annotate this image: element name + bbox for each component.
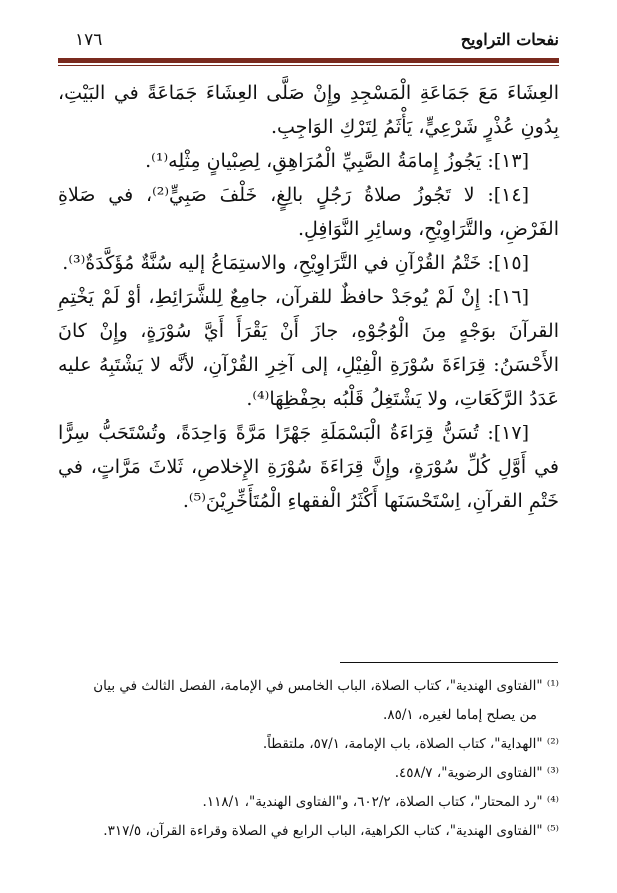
footnote-marker: ⁽³⁾: [546, 765, 559, 781]
footnote-5: [58, 817, 559, 846]
footnote-text: "الفتاوى الهندية"، كتاب الكراهية، الباب الرابع في الصلاة وقراءة القرآن، ٣١٧/٥.: [103, 823, 543, 839]
footnote-marker: ⁽¹⁾: [546, 678, 559, 694]
footnote-1: [58, 672, 559, 701]
main-text: [58, 76, 559, 518]
footnote-marker: ⁽⁴⁾: [546, 794, 559, 810]
footnote-separator: [340, 662, 558, 663]
footnote-text: "رد المحتار"، كتاب الصلاة، ٦٠٢/٢، و"الفتاوى الهندية"، ١١٨/١.: [202, 794, 543, 810]
page-number: ١٧٦: [75, 30, 103, 50]
header-rule-thick: [58, 58, 559, 63]
paragraph-13: [١٣]: يَجُوزُ إِمامَةُ الصَّبِيِّ الْمُرَاهِقِ، لِصِبْيانٍ مِثْلِه⁽¹⁾.: [145, 150, 529, 172]
footnote-2: [58, 730, 559, 759]
paragraph-14: [١٤]: لا تَجُوزُ صلاةُ رَجُلٍ بالِغٍ، خَلْفَ صَبِيٍّ⁽²⁾، في صَلاةِ الفَرْضِ، والتَّرَاوِيْحِ، وسائِرِ النَّوَافِلِ.: [58, 184, 559, 240]
footnote-marker: ⁽²⁾: [546, 736, 559, 752]
running-header-title: نفحات التراويح: [460, 30, 559, 49]
header-rule-thin: [58, 65, 559, 66]
footnote-marker: ⁽⁵⁾: [546, 823, 559, 839]
footnote-text: "الفتاوى الهندية"، كتاب الصلاة، الباب الخامس في الإمامة، الفصل الثالث في بيان: [93, 678, 543, 694]
paragraph-continued: العِشَاءَ مَعَ جَمَاعَةِ الْمَسْجِدِ وإِنْ صَلَّى العِشَاءَ جَمَاعَةً في البَيْتِ، بِدُونِ عُذْرٍ شَرْعِيٍّ، يَأْثَمُ لِتَرْكِ الوَاجِبِ.: [58, 82, 559, 138]
footnote-text: "الهداية"، كتاب الصلاة، باب الإمامة، ٥٧/١، ملتقطاً.: [262, 736, 543, 752]
footnote-text: "الفتاوى الرضوية"، ٤٥٨/٧.: [394, 765, 543, 781]
paragraph-16: [١٦]: إِنْ لَمْ يُوجَدْ حافظٌ للقرآن، جامِعٌ لِلشَّرَائِطِ، أوْ لَمْ يَخْتِمِ القرآنَ بوَجْهٍ مِنَ الْوُجُوْهِ، جازَ أَنْ يَقْرَأَ أَيَّ سُوْرَةٍ، وإِنْ كانَ الأَحْسَنُ: قِرَاءَةَ سُوْرَةِ الْفِيْلِ، إلى آخِرِ القُرْآنِ، لأنَّه لا يَشْتَبِهُ عليه عَدَدُ الرَّكَعَاتِ، ولا يَشْتَغِلُ قَلْبُه بحِفْظِهَا⁽⁴⁾.: [58, 286, 559, 410]
footnote-1-continued: من يصلح إماما لغيره، ٨٥/١.: [383, 707, 537, 723]
footnote-4: [58, 788, 559, 817]
footnotes: [58, 672, 559, 846]
paragraph-17: [١٧]: تُسَنُّ قِرَاءَةُ الْبَسْمَلَةِ جَهْرًا مَرَّةً وَاحِدَةً، وتُسْتَحَبُّ سِرًّا في أَوَّلِ كُلِّ سُوْرَةٍ، وإِنَّ قِرَاءَةَ سُوْرَةِ الإِخلاصِ، ثَلاثَ مَرَّاتٍ، في خَتْمِ القرآنِ، اِسْتَحْسَنَها أَكْثَرُ الْفقهاءِ الْمُتَأَخِّرِيْنَ⁽⁵⁾.: [58, 422, 559, 512]
footnote-3: [58, 759, 559, 788]
paragraph-15: [١٥]: خَتْمُ القُرْآنِ في التَّرَاوِيْحِ، والاستِمَاعُ إليه سُنَّةٌ مُؤَكَّدَةٌ⁽³⁾.: [62, 252, 529, 274]
